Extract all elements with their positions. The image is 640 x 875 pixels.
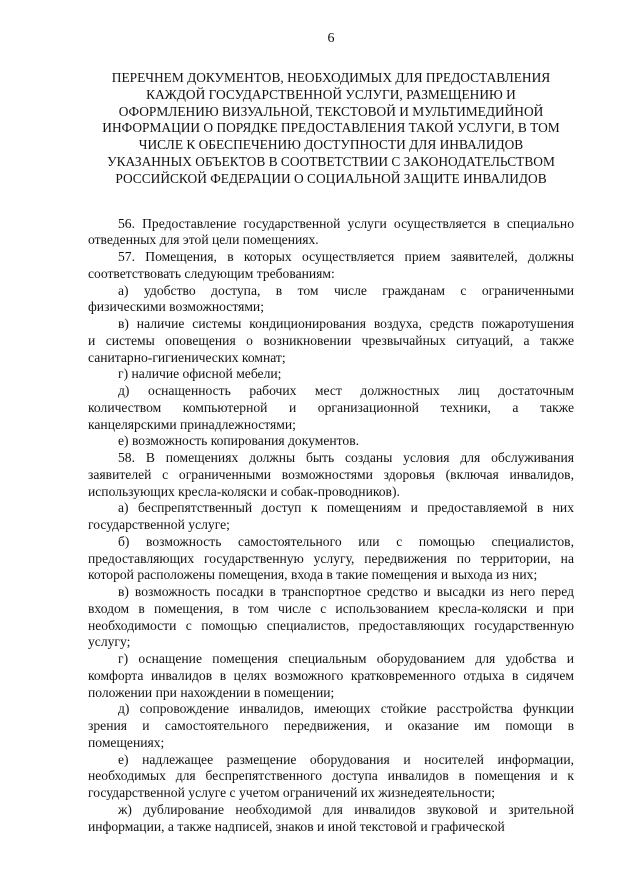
paragraph-line: 56. Предоставление государственной услуги осуществляется в специально	[118, 215, 574, 231]
paragraph	[88, 283, 574, 317]
paragraph-line: услугу;	[88, 634, 131, 650]
document-body	[88, 216, 574, 836]
paragraph-line: и системы оповещения о возникновении чрезвычайных ситуаций, а также	[88, 332, 574, 348]
paragraph	[88, 534, 574, 584]
paragraph-line: ж) дублирование необходимой для инвалидов звуковой и зрительной	[118, 801, 574, 817]
heading-line: ОФОРМЛЕНИЮ ВИЗУАЛЬНОЙ, ТЕКСТОВОЙ И МУЛЬТИМЕДИЙНОЙ	[118, 103, 544, 119]
paragraph	[88, 802, 574, 836]
paragraph-line: г) наличие офисной мебели;	[118, 366, 282, 382]
paragraph	[88, 500, 574, 534]
paragraph	[88, 216, 574, 250]
paragraph	[88, 366, 574, 383]
paragraph-line: е) возможность копирования документов.	[118, 433, 360, 449]
paragraph-line: соответствовать следующим требованиям:	[88, 265, 335, 281]
paragraph-line: помещениях;	[88, 734, 165, 750]
paragraph-line: положении при нахождении в помещении;	[88, 684, 335, 700]
paragraph-line: использующих кресла-коляски и собак-проводников).	[88, 483, 400, 499]
paragraph-line: государственной услуге с учетом ограничений их жизнедеятельности;	[88, 785, 495, 801]
paragraph-line: необходимости с помощью специалистов, предоставляющих государственную	[88, 617, 574, 633]
heading-line: ПЕРЕЧНЕМ ДОКУМЕНТОВ, НЕОБХОДИМЫХ ДЛЯ ПРЕДОСТАВЛЕНИЯ	[111, 70, 551, 85]
paragraph-line: предоставляющих государственную услугу, передвижения по территории, на	[88, 550, 574, 566]
paragraph	[88, 433, 574, 450]
paragraph	[88, 316, 574, 366]
paragraph-line: 57. Помещения, в которых осуществляется прием заявителей, должны	[118, 249, 574, 265]
paragraph	[88, 584, 574, 651]
paragraph	[88, 383, 574, 433]
paragraph-line: зрения и самостоятельного передвижения, и оказание им помощи в	[88, 718, 574, 734]
paragraph-line: входом в помещения, в том числе с использованием кресла-коляски и при	[88, 600, 574, 616]
page-number: 6	[327, 31, 335, 46]
paragraph-line: отведенных для этой цели помещениях.	[88, 232, 319, 248]
paragraph-line: а) беспрепятственный доступ к помещениям и предоставляемой в них	[118, 500, 574, 516]
paragraph	[88, 651, 574, 701]
paragraph-line: государственной услуге;	[88, 517, 230, 533]
paragraph-line: е) надлежащее размещение оборудования и носителей информации,	[118, 751, 574, 767]
paragraph-line: в) возможность посадки в транспортное средство и высадки из него перед	[118, 584, 574, 600]
paragraph-line: 58. В помещениях должны быть созданы условия для обслуживания	[118, 450, 574, 466]
paragraph-line: физическими возможностями;	[88, 299, 264, 315]
heading-line: ЧИСЛЕ К ОБЕСПЕЧЕНИЮ ДОСТУПНОСТИ ДЛЯ ИНВАЛИДОВ	[138, 137, 524, 153]
paragraph-line: которой расположены помещения, входа в такие помещения и выхода из них;	[88, 567, 538, 583]
paragraph-line: количеством компьютерной и организационной техники, а также	[88, 399, 574, 415]
paragraph-line: санитарно-гигиенических комнат;	[88, 349, 286, 365]
paragraph-line: д) оснащенность рабочих мест должностных лиц достаточным	[118, 383, 574, 399]
heading-line: УКАЗАННЫХ ОБЪЕКТОВ В СООТВЕТСТВИИ С ЗАКОНОДАТЕЛЬСТВОМ	[107, 153, 555, 169]
paragraph-line: комфорта инвалидов в целях возможного кратковременного отдыха в сидячем	[88, 667, 574, 683]
paragraph-line: г) оснащение помещения специальным оборудованием для удобства и	[118, 651, 574, 667]
paragraph-line: а) удобство доступа, в том числе гражданам с ограниченными	[118, 282, 574, 298]
paragraph	[88, 701, 574, 751]
paragraph-line: д) сопровождение инвалидов, имеющих стойкие расстройства функции	[118, 701, 574, 717]
paragraph	[88, 752, 574, 802]
paragraph-line: в) наличие системы кондиционирования воздуха, средств пожаротушения	[118, 316, 574, 332]
paragraph	[88, 450, 574, 500]
heading-line: ИНФОРМАЦИИ О ПОРЯДКЕ ПРЕДОСТАВЛЕНИЯ ТАКОЙ УСЛУГИ, В ТОМ	[102, 120, 560, 136]
paragraph	[88, 249, 574, 283]
paragraph-line: необходимых для беспрепятственного доступа инвалидов в помещения и к	[88, 768, 574, 784]
paragraph-line: заявителей с ограниченными возможностями здоровья (включая инвалидов,	[88, 466, 574, 482]
paragraph-line: б) возможность самостоятельного или с помощью специалистов,	[118, 533, 574, 549]
section-heading	[88, 70, 574, 188]
heading-line: КАЖДОЙ ГОСУДАРСТВЕННОЙ УСЛУГИ, РАЗМЕЩЕНИЮ И	[146, 86, 516, 102]
heading-line: РОССИЙСКОЙ ФЕДЕРАЦИИ О СОЦИАЛЬНОЙ ЗАЩИТЕ ИНВАЛИДОВ	[115, 170, 547, 186]
paragraph-line: информации, а также надписей, знаков и иной текстовой и графической	[88, 818, 505, 834]
paragraph-line: канцелярскими принадлежностями;	[88, 416, 296, 432]
